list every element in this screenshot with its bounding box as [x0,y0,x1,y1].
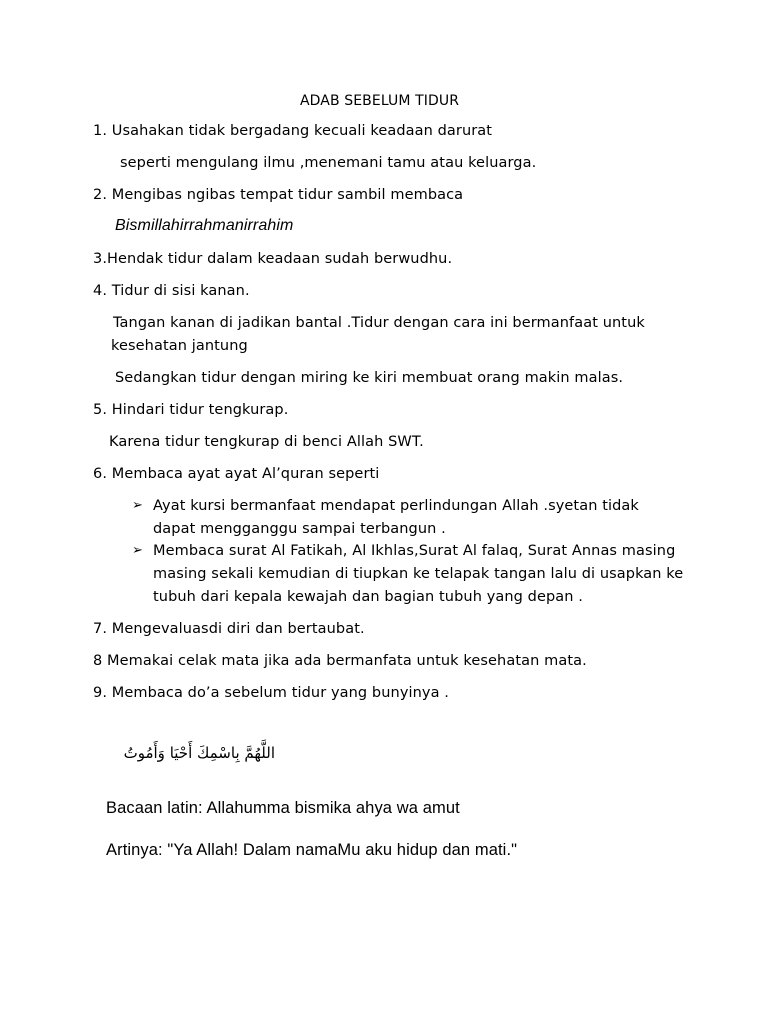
bullet-2-line-2: masing sekali kemudian di tiupkan ke telapak tangan lalu di usapkan ke [153,566,684,582]
bullet-arrow-icon: ➢ [132,498,143,513]
item-9: 9. Membaca do’a sebelum tidur yang bunyinya . [93,685,450,701]
item-1: 1. Usahakan tidak bergadang kecuali keadaan darurat [93,123,493,139]
bullet-arrow-icon: ➢ [132,543,143,558]
item-5-detail: Karena tidur tengkurap di benci Allah SWT. [109,434,424,450]
item-4-note: Sedangkan tidur dengan miring ke kiri membuat orang makin malas. [115,370,624,386]
item-5: 5. Hindari tidur tengkurap. [93,402,289,418]
item-8: 8 Memakai celak mata jika ada bermanfata untuk kesehatan mata. [93,653,587,669]
bullet-2-line-1: Membaca surat Al Fatikah, Al Ikhlas,Surat Al falaq, Surat Annas masing [153,543,676,559]
item-7: 7. Mengevaluasdi diri dan bertaubat. [93,621,365,637]
item-2: 2. Mengibas ngibas tempat tidur sambil membaca [93,187,464,203]
latin-reading: Bacaan latin: Allahumma bismika ahya wa amut [106,799,460,817]
bullet-1-line-2: dapat mengganggu sampai terbangun . [153,521,446,537]
item-1-continued: seperti mengulang ilmu ,menemani tamu atau keluarga. [120,155,537,171]
arabic-prayer: اللَّهُمَّ بِاسْمِكَ أَحْيَا وَأَمُوتُ [123,744,275,762]
item-4-detail-continued: kesehatan jantung [111,338,248,354]
bullet-1-line-1: Ayat kursi bermanfaat mendapat perlindungan Allah .syetan tidak [153,498,639,514]
item-6: 6. Membaca ayat ayat Al’quran seperti [93,466,380,482]
prayer-meaning: Artinya: "Ya Allah! Dalam namaMu aku hidup dan mati." [106,841,518,859]
item-3: 3.Hendak tidur dalam keadaan sudah berwudhu. [93,251,453,267]
item-4-detail: Tangan kanan di jadikan bantal .Tidur dengan cara ini bermanfaat untuk [113,315,645,331]
bullet-2-line-3: tubuh dari kepala kewajah dan bagian tubuh yang depan . [153,589,583,605]
document-title: ADAB SEBELUM TIDUR [300,93,460,109]
item-4: 4. Tidur di sisi kanan. [93,283,250,299]
item-2-bismillah: Bismillahirrahmanirrahim [115,217,294,234]
